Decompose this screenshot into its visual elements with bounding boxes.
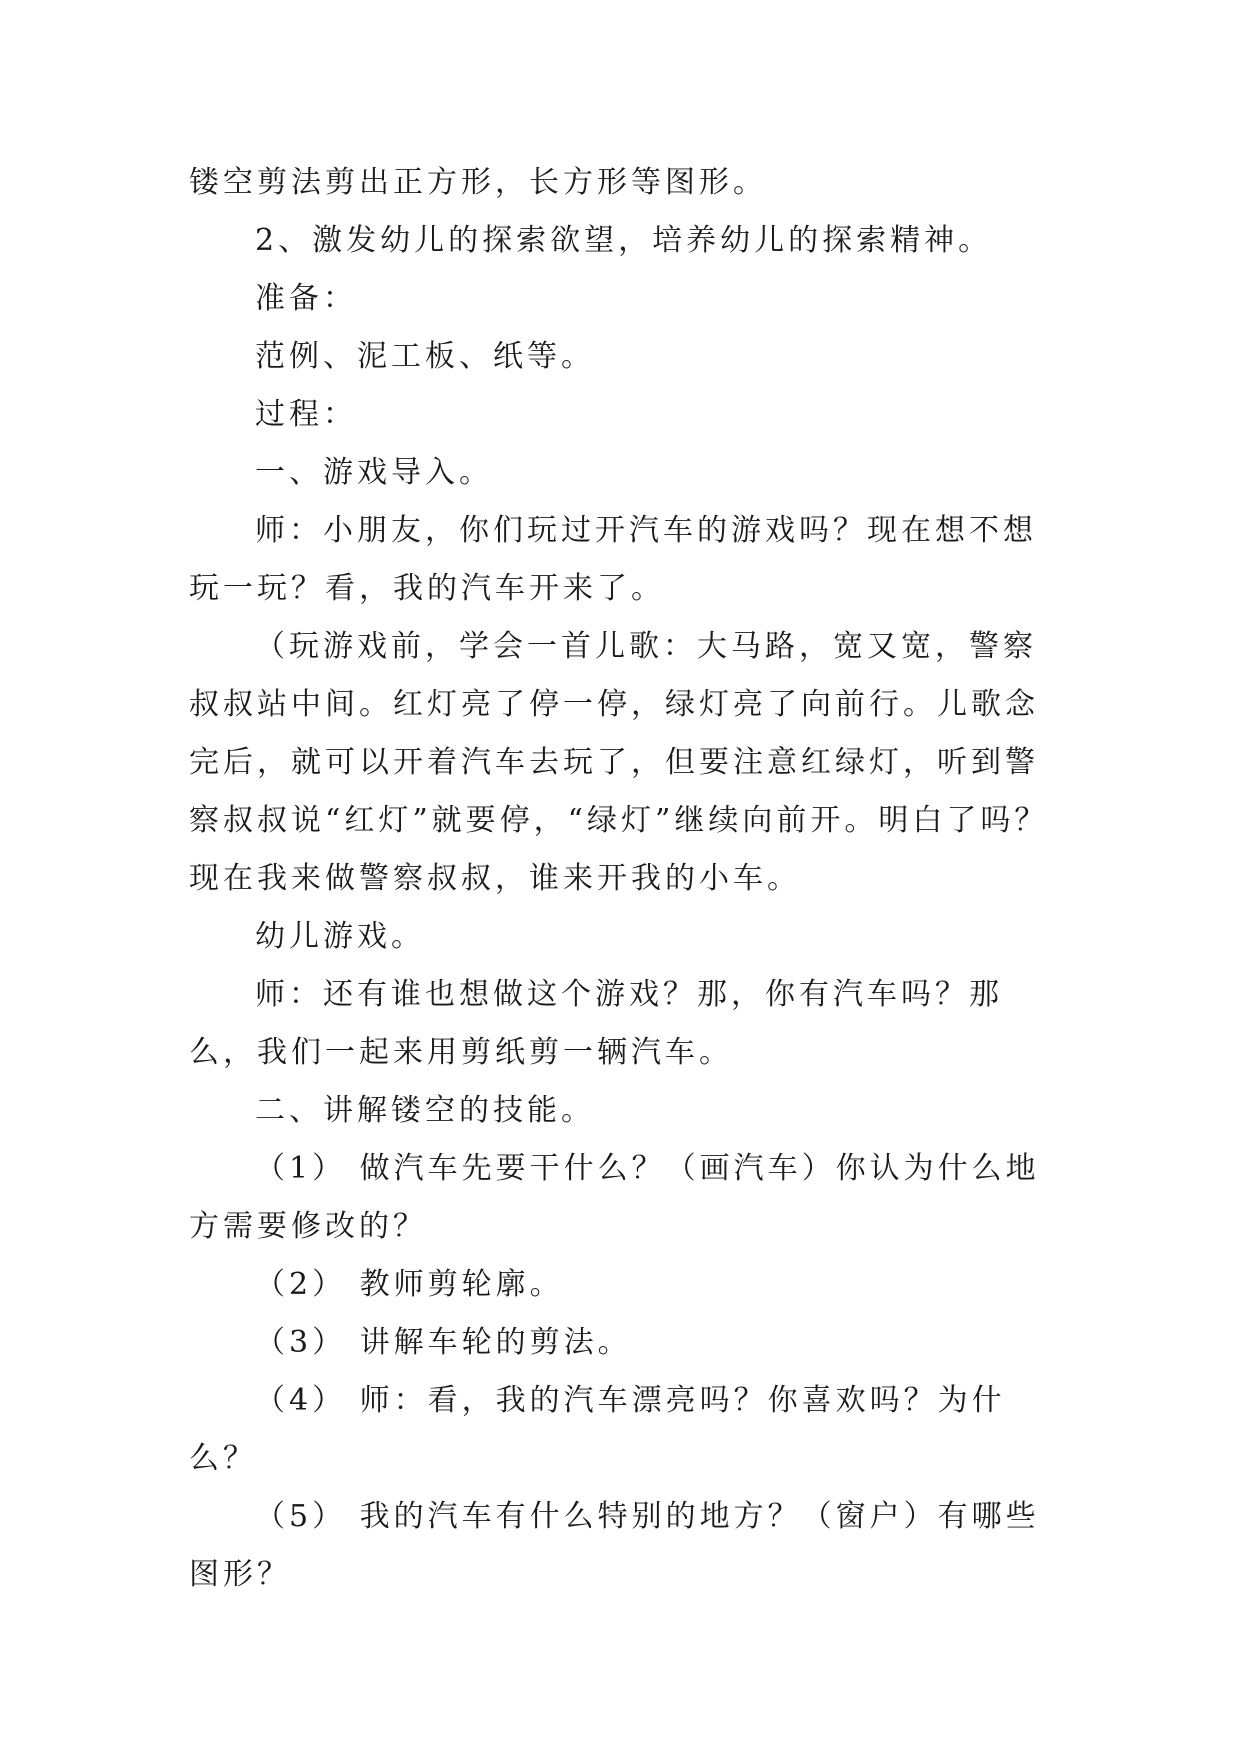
paragraph-10: 师：还有谁也想做这个游戏？那，你有汽车吗？那么，我们一起来用剪纸剪一辆汽车。 bbox=[189, 977, 1003, 1070]
paragraph-5: 过程： bbox=[255, 397, 357, 432]
paragraph-11: 二、讲解镂空的技能。 bbox=[255, 1093, 595, 1128]
paragraph-14: （3） 讲解车轮的剪法。 bbox=[255, 1325, 632, 1360]
paragraph-8: （玩游戏前，学会一首儿歌：大马路，宽又宽，警察叔叔站中间。红灯亮了停一停，绿灯亮了向前行。儿歌念完后，就可以开着汽车去玩了，但要注意红绿灯，听到警察叔叔说“红灯”就要停，“绿灯”继续向前开。明白了吗？现在我来做警察叔叔，谁来开我的小车。 bbox=[189, 629, 1049, 896]
paragraph-9: 幼儿游戏。 bbox=[255, 919, 425, 954]
document-body bbox=[189, 154, 1059, 1604]
paragraph-4: 范例、泥工板、纸等。 bbox=[255, 339, 595, 374]
paragraph-3: 准备： bbox=[255, 281, 357, 316]
paragraph-12: （1） 做汽车先要干什么？（画汽车）你认为什么地方需要修改的？ bbox=[189, 1151, 1040, 1244]
paragraph-15: （4） 师：看，我的汽车漂亮吗？你喜欢吗？为什么？ bbox=[189, 1383, 1006, 1476]
paragraph-1: 镂空剪法剪出正方形，长方形等图形。 bbox=[189, 165, 767, 200]
paragraph-16: （5） 我的汽车有什么特别的地方？（窗户）有哪些图形？ bbox=[189, 1499, 1040, 1592]
paragraph-7: 师：小朋友，你们玩过开汽车的游戏吗？现在想不想玩一玩？看，我的汽车开来了。 bbox=[189, 513, 1037, 606]
paragraph-6: 一、游戏导入。 bbox=[255, 455, 493, 490]
paragraph-13: （2） 教师剪轮廓。 bbox=[255, 1267, 564, 1302]
paragraph-2: 2、激发幼儿的探索欲望，培养幼儿的探索精神。 bbox=[255, 223, 993, 258]
